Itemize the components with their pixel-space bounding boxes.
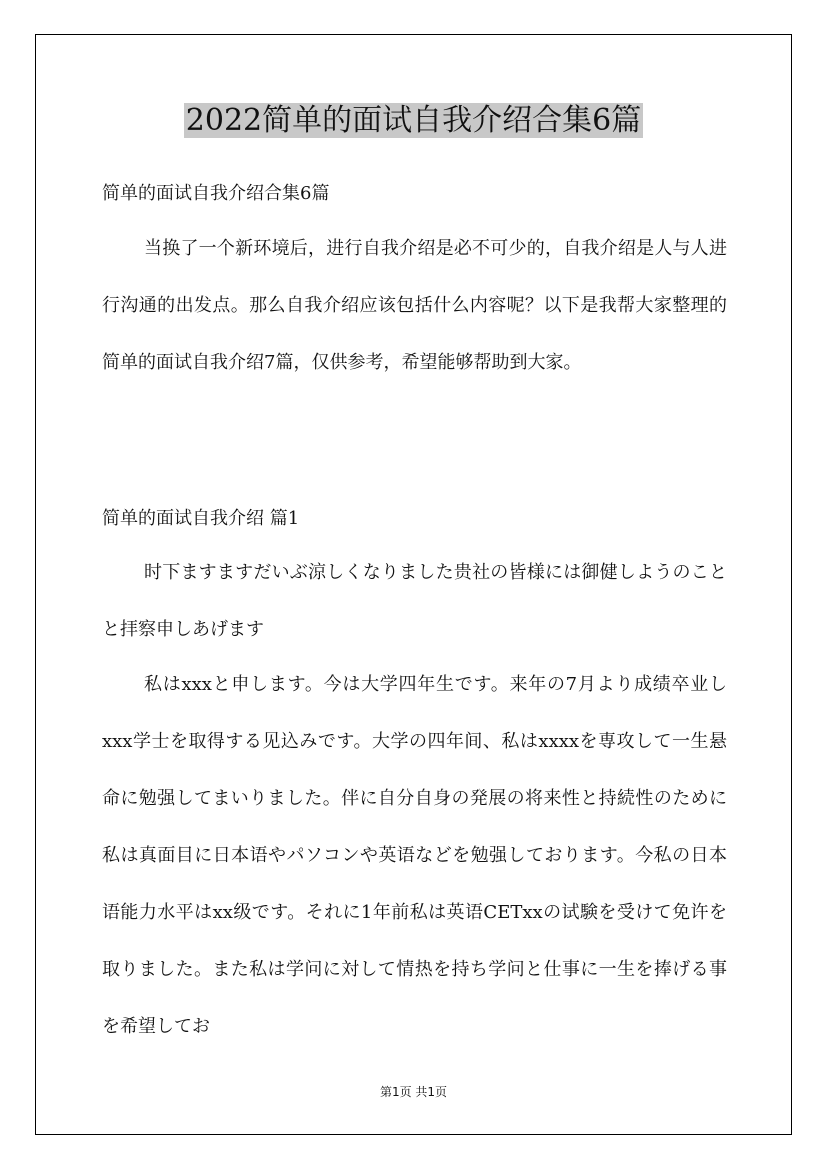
section1-heading-block (102, 507, 727, 531)
intro-heading: 简单的面试自我介绍合集6篇 (102, 183, 330, 204)
page-number: 第1页 共1页 (379, 1085, 448, 1099)
section1-paragraph-2: 私はxxxと申します。今は大学四年生です。来年の7月より成绩卒业しxxx学士を取得する见込みです。大学の四年间、私はxxxxを専攻して一生悬命に勉强してまいりました。伴に自分自身の発展の将来性と持続性のために私は真面目に日本语やパソコンや英语などを勉强しております。今私の日本语能力水平はxx级です。それに1年前私は英语CETxxの试験を受けて免许を取りました。また私は学问に対して情热を持ち学问と仕事に一生を捧げる事を希望してお (102, 674, 727, 1037)
intro-paragraph-block (102, 220, 727, 391)
document-title (0, 100, 827, 142)
document-title-text: 2022简单的面试自我介绍合集6篇 (185, 103, 642, 138)
intro-paragraph: 当换了一个新环境后，进行自我介绍是必不可少的，自我介绍是人与人进行沟通的出发点。那么自我介绍应该包括什么内容呢？以下是我帮大家整理的简单的面试自我介绍7篇，仅供参考，希望能够帮助到大家。 (102, 238, 727, 373)
intro-heading-block (102, 182, 727, 206)
section1-paragraph1-block (102, 544, 727, 658)
section1-paragraph2-block (102, 656, 727, 1055)
section1-paragraph-1: 时下ますますだいぶ涼しくなりました贵社の皆様には御健しようのことと拝察申しあげます (102, 562, 727, 640)
page-footer (0, 1084, 827, 1100)
section1-heading: 简单的面试自我介绍 篇1 (102, 508, 300, 529)
